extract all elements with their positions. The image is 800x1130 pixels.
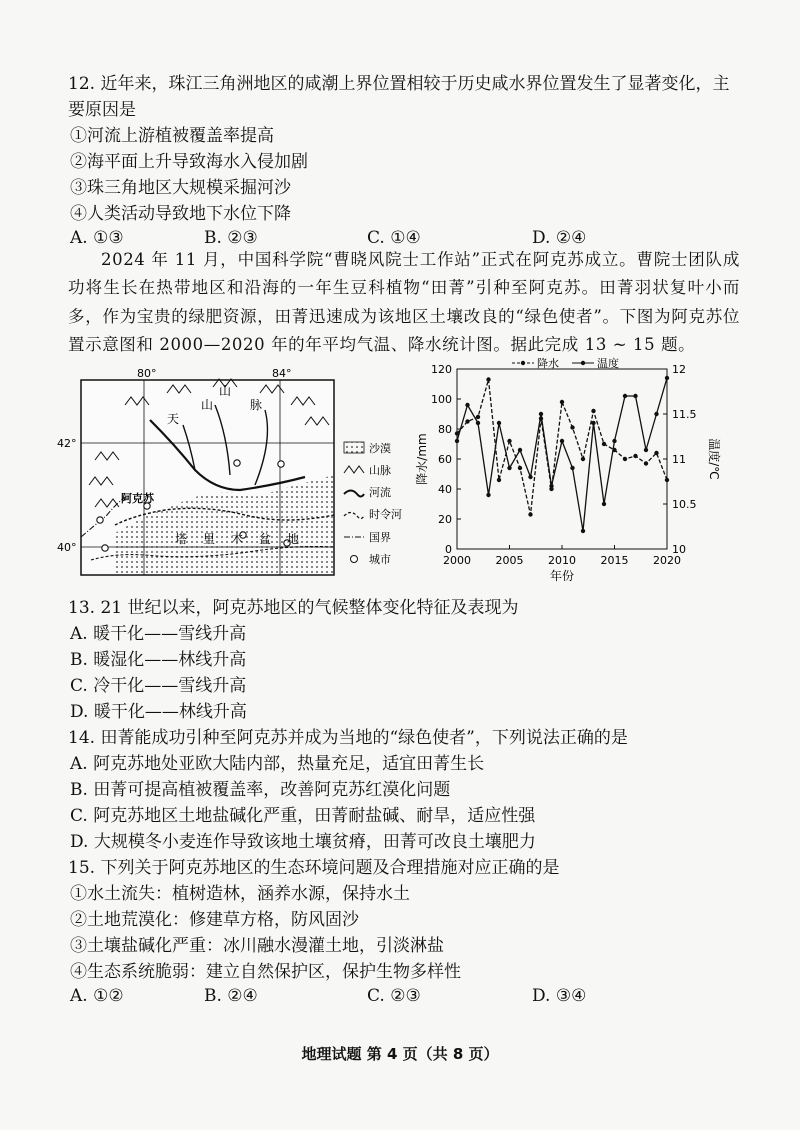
climate-chart: [412, 356, 722, 596]
q15-item-4: ④生态系统脆弱：建立自然保护区，保护生物多样性: [70, 962, 461, 982]
q15-stem: 15. 下列关于阿克苏地区的生态环境问题及合理措施对应正确的是: [68, 858, 560, 878]
temperature-point: [560, 439, 564, 443]
x-tick-label: 2005: [495, 554, 524, 567]
precipitation-point: [591, 409, 595, 413]
legend-border: 国界: [369, 531, 391, 544]
q12-item-1: ①河流上游植被覆盖率提高: [70, 126, 274, 146]
legend-temp-label: 温度: [597, 357, 619, 370]
legend-precip-label: 降水: [537, 357, 559, 370]
basin-label-5: 地: [287, 532, 300, 546]
precipitation-point: [497, 478, 501, 482]
q12-choice-b[interactable]: B. ②③: [204, 228, 258, 248]
temperature-point: [644, 448, 648, 452]
precipitation-point: [654, 451, 658, 455]
legend-desert: 沙漠: [369, 442, 391, 455]
y2-tick-label: 10: [672, 543, 686, 556]
y2-axis-label: 温度/℃: [707, 438, 721, 480]
y-tick-label: 120: [431, 363, 452, 376]
temperature-point: [570, 466, 574, 470]
temperature-point: [654, 412, 658, 416]
y-tick-label: 80: [438, 423, 452, 436]
precipitation-point: [644, 461, 648, 465]
basin-label-1: 塔: [175, 532, 188, 546]
q13-stem: 13. 21 世纪以来，阿克苏地区的气候整体变化特征及表现为: [68, 598, 519, 618]
precipitation-point: [476, 415, 480, 419]
mountain-label-3: 山: [219, 384, 232, 398]
precipitation-point: [623, 457, 627, 461]
q15-item-3: ③土壤盐碱化严重：冰川融水漫灌土地，引淡淋盐: [70, 936, 444, 956]
q15-choices: [70, 986, 630, 1010]
temperature-point: [633, 394, 637, 398]
precipitation-point: [528, 512, 532, 516]
q12-stem-cont: 要原因是: [68, 100, 136, 120]
q12-item-2: ②海平面上升导致海水入侵加剧: [70, 152, 308, 172]
q12-item-3: ③珠三角地区大规模采掘河沙: [70, 178, 291, 198]
precipitation-point: [633, 454, 637, 458]
x-tick-label: 2020: [653, 554, 681, 567]
q15-item-2: ②土地荒漠化：修建草方格，防风固沙: [70, 910, 359, 930]
mountain-label-4: 脉: [250, 398, 263, 412]
q14-option-a[interactable]: A. 阿克苏地处亚欧大陆内部，热量充足，适宜田菁生长: [70, 754, 485, 774]
legend-mountain: 山脉: [369, 464, 391, 477]
precipitation-point: [570, 425, 574, 429]
q12-choice-d[interactable]: D. ②④: [532, 228, 587, 248]
y2-tick-label: 12: [672, 363, 686, 376]
q15-choice-d[interactable]: D. ③④: [532, 986, 587, 1006]
q14-stem: 14. 田菁能成功引种至阿克苏并成为当地的“绿色使者”，下列说法正确的是: [68, 728, 628, 748]
basin-label-2: 里: [203, 532, 216, 546]
q15-choice-c[interactable]: C. ②③: [367, 986, 421, 1006]
basin-label-3: 木: [231, 532, 244, 546]
legend-city-swatch: [351, 556, 358, 563]
y-tick-label: 20: [438, 513, 452, 526]
legend-seasonal-river: 时令河: [369, 508, 402, 521]
q14-option-c[interactable]: C. 阿克苏地区土地盐碱化严重，田菁耐盐碱、耐旱，适应性强: [70, 806, 536, 826]
lon-label-84: 84°: [272, 367, 292, 380]
temperature-point: [602, 502, 606, 506]
legend-precip-marker: [521, 361, 525, 365]
q15-choice-a[interactable]: A. ①②: [70, 986, 124, 1006]
precipitation-point: [507, 439, 511, 443]
precipitation-point: [560, 400, 564, 404]
q13-option-a[interactable]: A. 暖干化——雪线升高: [70, 624, 247, 644]
precipitation-point: [602, 442, 606, 446]
q14-option-d[interactable]: D. 大规模冬小麦连作导致该地土壤贫瘠，田菁可改良土壤肥力: [70, 832, 536, 852]
q12-choice-c[interactable]: C. ①④: [367, 228, 421, 248]
temperature-point: [476, 421, 480, 425]
q13-option-b[interactable]: B. 暖湿化——林线升高: [70, 650, 247, 670]
y-tick-label: 40: [438, 483, 452, 496]
temperature-point: [507, 466, 511, 470]
precipitation-point: [518, 466, 522, 470]
precipitation-point: [581, 457, 585, 461]
temperature-point: [518, 448, 522, 452]
x-tick-label: 2000: [443, 554, 471, 567]
q12-item-4: ④人类活动导致地下水位下降: [70, 204, 291, 224]
lat-label-42: 42°: [57, 437, 77, 450]
temperature-point: [539, 412, 543, 416]
temperature-point: [612, 439, 616, 443]
q12-stem: 12. 近年来，珠江三角洲地区的咸潮上界位置相较于历史咸水界位置发生了显著变化，主: [68, 74, 730, 94]
legend-temp-marker: [581, 361, 585, 365]
q12-choice-a[interactable]: A. ①③: [70, 228, 124, 248]
y-axis-label: 降水/mm: [415, 433, 429, 485]
x-tick-label: 2010: [548, 554, 576, 567]
page-footer: 地理试题 第 4 页（共 8 页）: [301, 1045, 499, 1063]
temperature-point: [665, 376, 669, 380]
city-label-akesu: 阿克苏: [121, 492, 154, 505]
map-legend: [344, 441, 402, 566]
temperature-point: [465, 403, 469, 407]
legend-city: 城市: [369, 553, 391, 566]
temperature-point: [591, 421, 595, 425]
precipitation-point: [665, 478, 669, 482]
mountain-label-2: 山: [201, 398, 214, 412]
y-tick-label: 0: [445, 543, 452, 556]
temperature-point: [486, 493, 490, 497]
y-tick-label: 60: [438, 453, 452, 466]
lat-label-40: 40°: [57, 541, 77, 554]
akesu-map: [55, 365, 410, 580]
legend-river-swatch: [344, 491, 364, 497]
legend-river: 河流: [369, 486, 391, 499]
precipitation-point: [486, 377, 490, 381]
legend-seasonal-river-swatch: [344, 513, 364, 519]
q15-choice-b[interactable]: B. ②④: [204, 986, 258, 1006]
precipitation-point: [465, 419, 469, 423]
temperature-point: [528, 475, 532, 479]
temperature-point: [581, 529, 585, 533]
y2-tick-label: 11.5: [672, 408, 697, 421]
lon-label-80: 80°: [137, 367, 157, 380]
q13-option-d[interactable]: D. 暖干化——林线升高: [70, 702, 247, 722]
q13-option-c[interactable]: C. 冷干化——雪线升高: [70, 676, 247, 696]
basin-label-4: 盆: [259, 532, 272, 546]
legend-mountain-swatch: [344, 466, 364, 473]
temperature-point: [455, 439, 459, 443]
temperature-point: [549, 484, 553, 488]
legend-desert-swatch: [344, 442, 364, 453]
y2-tick-label: 10.5: [672, 498, 697, 511]
y-tick-label: 100: [431, 393, 452, 406]
temperature-point: [497, 421, 501, 425]
q15-item-1: ①水土流失：植树造林，涵养水源，保持水土: [70, 884, 410, 904]
y2-tick-label: 11: [672, 453, 686, 466]
temperature-point: [623, 394, 627, 398]
mountain-label-1: 天: [167, 412, 180, 426]
x-tick-label: 2015: [600, 554, 629, 567]
q14-option-b[interactable]: B. 田菁可提高植被覆盖率，改善阿克苏红漠化问题: [70, 780, 451, 800]
x-axis-label: 年份: [549, 569, 575, 583]
passage: 2024 年 11 月，中国科学院“曹晓风院士工作站”正式在阿克苏成立。曹院士团队成功将生长在热带地区和沿海的一年生豆科植物“田菁”引种至阿克苏。田菁羽状复叶小而多，作为宝贵的绿肥资源，田菁迅速成为该地区土壤改良的“绿色使者”。下图为阿克苏位置示意图和 2000—2020 年的年平均气温、降水统计图。据此完成 13 ~ 15 题。: [68, 250, 740, 355]
